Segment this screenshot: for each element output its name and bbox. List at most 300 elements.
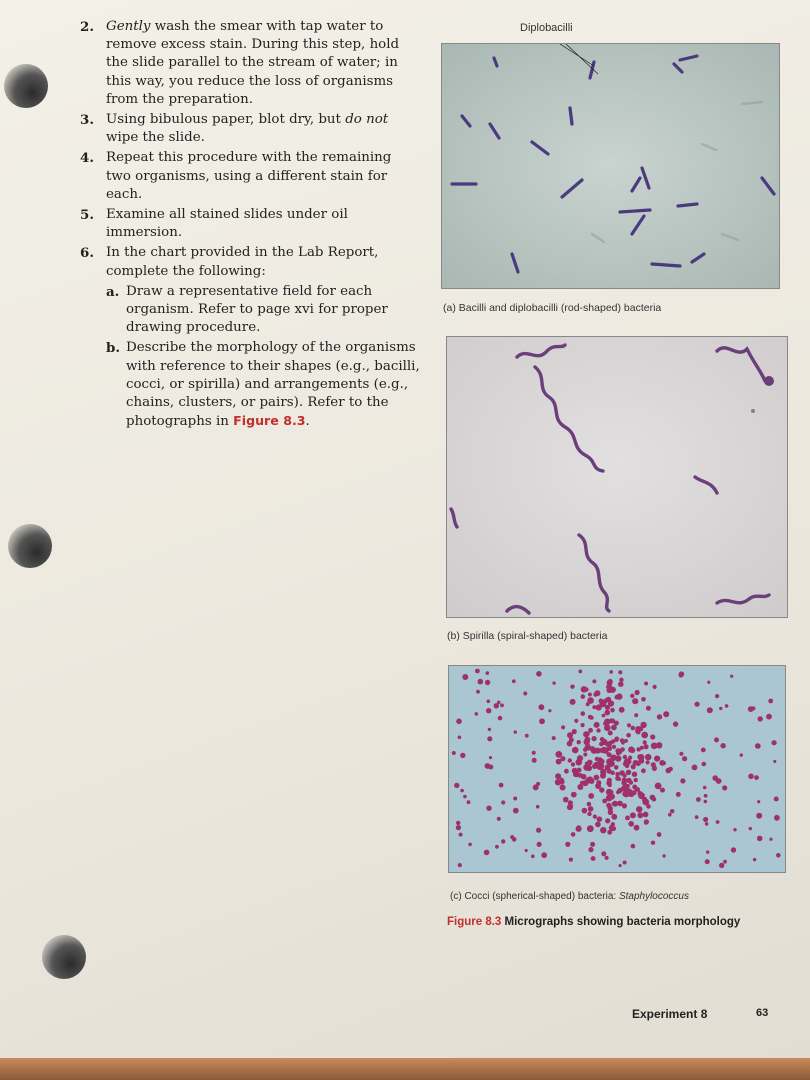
coccus-cell — [585, 762, 589, 766]
coccus-cell — [588, 847, 593, 852]
coccus-cell — [676, 792, 681, 797]
coccus-cell — [701, 748, 706, 753]
diplobacilli-label: Diplobacilli — [520, 22, 573, 34]
coccus-cell — [605, 710, 611, 716]
coccus-cell — [561, 725, 565, 729]
coccus-cell — [591, 747, 597, 753]
coccus-cell — [608, 731, 613, 736]
coccus-cell — [500, 703, 504, 707]
coccus-cell — [456, 825, 461, 830]
coccus-cell — [626, 770, 631, 775]
coccus-cell — [644, 682, 648, 686]
spirilla-image — [447, 337, 787, 617]
coccus-cell — [641, 697, 646, 702]
coccus-cell — [712, 775, 718, 781]
coccus-cell — [592, 705, 596, 709]
coccus-cell — [587, 802, 592, 807]
coccus-cell — [567, 741, 573, 747]
coccus-cell — [618, 670, 622, 674]
coccus-cell — [628, 821, 634, 827]
coccus-cell — [601, 739, 607, 745]
coccus-cell — [588, 806, 594, 812]
coccus-cell — [594, 722, 600, 728]
coccus-cell — [587, 812, 591, 816]
coccus-cell — [619, 707, 625, 713]
substep-a — [106, 283, 420, 338]
coccus-cell — [523, 692, 527, 696]
coccus-cell — [570, 699, 576, 705]
coccus-cell — [600, 773, 606, 779]
coccus-cell — [630, 694, 634, 698]
coccus-cell — [754, 775, 759, 780]
coccus-cell — [592, 679, 596, 683]
coccus-cell — [756, 813, 762, 819]
caption-a-text: (a) Bacilli and diplobacilli (rod-shaped) bacteria — [443, 302, 662, 314]
caption-c-text: (c) Cocci (spherical-shaped) bacteria: — [450, 891, 619, 902]
coccus-cell — [539, 704, 545, 710]
coccus-cell — [462, 674, 468, 680]
coccus-cell — [614, 765, 619, 770]
coccus-cell — [634, 713, 638, 717]
coccus-cell — [682, 756, 687, 761]
coccus-cell — [695, 815, 699, 819]
coccus-cell — [596, 704, 602, 710]
coccus-cell — [525, 734, 529, 738]
coccus-cell — [720, 743, 725, 748]
coccus-cell — [646, 804, 651, 809]
coccus-cell — [716, 820, 720, 824]
coccus-cell — [460, 789, 464, 793]
coccus-cell — [625, 816, 630, 821]
coccus-cell — [587, 697, 594, 704]
coccus-cell — [618, 681, 624, 687]
coccus-cell — [475, 669, 480, 674]
coccus-cell — [458, 863, 462, 867]
coccus-cell — [588, 728, 593, 733]
coccus-cell — [597, 816, 603, 822]
procedure-steps — [80, 18, 420, 433]
coccus-cell — [560, 785, 566, 791]
coccus-cell — [715, 694, 719, 698]
coccus-cell — [654, 756, 660, 762]
coccus-cell — [704, 794, 708, 798]
coccus-cell — [635, 726, 640, 731]
coccus-cell — [497, 701, 501, 705]
coccus-cell — [513, 808, 519, 814]
coccus-cell — [488, 728, 491, 731]
figure-reference-link[interactable]: Figure 8.3 — [233, 413, 306, 429]
coccus-cell — [555, 773, 561, 779]
coccus-cell — [631, 844, 636, 849]
coccus-cell — [571, 762, 575, 766]
coccus-cell — [486, 671, 490, 675]
coccus-cell — [772, 740, 777, 745]
coccus-cell — [555, 751, 562, 758]
coccus-cell — [657, 714, 662, 719]
coccus-cell — [673, 721, 678, 726]
coccus-cell — [569, 858, 573, 862]
coccus-cell — [679, 752, 683, 756]
coccus-cell — [757, 800, 760, 803]
coccus-cell — [634, 778, 638, 782]
coccus-cell — [705, 859, 710, 864]
coccus-cell — [571, 832, 576, 837]
coccus-cell — [459, 833, 463, 837]
coccus-cell — [591, 856, 596, 861]
coccus-cell — [753, 858, 756, 861]
coccus-cell — [740, 753, 743, 756]
step-number: 5. — [80, 207, 94, 224]
coccus-cell — [660, 788, 665, 793]
bacilli-image — [442, 44, 779, 288]
coccus-cell — [608, 810, 613, 815]
coccus-cell — [641, 732, 648, 739]
coccus-cell — [611, 771, 615, 775]
coccus-cell — [456, 821, 460, 825]
step-text: wipe the slide. — [106, 130, 205, 146]
coccus-cell — [615, 776, 620, 781]
coccus-cell — [719, 707, 722, 710]
coccus-cell — [592, 736, 597, 741]
desk-surface — [0, 1058, 810, 1080]
coccus-cell — [670, 809, 674, 813]
coccus-cell — [584, 687, 589, 692]
coccus-cell — [588, 715, 593, 720]
coccus-cell — [603, 698, 608, 703]
coccus-cell — [568, 758, 572, 762]
coccus-cell — [484, 850, 490, 856]
coccus-cell — [577, 784, 583, 790]
step-text: Using bibulous paper, blot dry, but — [106, 112, 346, 128]
step-2 — [80, 18, 420, 109]
coccus-cell — [643, 740, 647, 744]
coccus-cell — [722, 785, 727, 790]
coccus-cell — [702, 762, 707, 767]
coccus-cell — [452, 751, 456, 755]
coccus-cell — [609, 790, 614, 795]
substep-text: Describe the morphology of the organisms with reference to their shapes (e.g., bacilli, cocci, or spirilla) and arrangements (e.g., chains, clusters, or pairs). Refer to the photographs in — [126, 340, 420, 430]
coccus-cell — [662, 854, 665, 857]
coccus-cell — [512, 837, 517, 842]
coccus-cell — [615, 772, 620, 777]
substep-letter: b. — [106, 340, 121, 357]
coccus-cell — [695, 702, 700, 707]
coccus-cell — [774, 815, 780, 821]
substep-text: Draw a representative field for each organism. Refer to page xvi for proper drawing procedure. — [126, 283, 388, 336]
caption-c — [450, 891, 689, 902]
coccus-cell — [611, 814, 617, 820]
coccus-cell — [532, 751, 536, 755]
step-number: 4. — [80, 150, 94, 167]
coccus-cell — [564, 769, 569, 774]
coccus-cell — [609, 718, 614, 723]
coccus-cell — [632, 698, 638, 704]
coccus-cell — [641, 768, 646, 773]
micrograph-cocci — [448, 665, 786, 873]
coccus-cell — [571, 792, 577, 798]
coccus-cell — [651, 841, 655, 845]
coccus-cell — [497, 817, 501, 821]
coccus-cell — [609, 670, 613, 674]
binder-hole-top — [4, 64, 48, 108]
coccus-cell — [577, 755, 583, 761]
step-text: Repeat this procedure with the remaining two organisms, using a different stain for each. — [106, 150, 392, 202]
coccus-cell — [467, 800, 471, 804]
coccus-cell — [583, 753, 587, 757]
coccus-cell — [595, 757, 599, 761]
coccus-cell — [768, 699, 773, 704]
step-number: 3. — [80, 112, 94, 129]
coccus-cell — [499, 783, 504, 788]
footer-experiment: Experiment 8 — [632, 1007, 708, 1021]
coccus-cell — [644, 821, 648, 825]
coccus-cell — [605, 856, 609, 860]
coccus-cell — [495, 845, 499, 849]
coccus-cell — [622, 803, 627, 808]
coccus-cell — [541, 852, 547, 858]
coccus-cell — [749, 827, 752, 830]
coccus-cell — [458, 736, 462, 740]
coccus-cell — [565, 842, 570, 847]
caption-a — [443, 302, 661, 314]
coccus-cell — [766, 714, 772, 720]
coccus-cell — [525, 849, 528, 852]
coccus-cell — [536, 782, 540, 786]
coccus-cell — [570, 685, 574, 689]
step-number: 6. — [80, 245, 94, 262]
coccus-cell — [572, 747, 579, 754]
binder-hole-middle — [8, 524, 52, 568]
coccus-cell — [589, 778, 595, 784]
coccus-cell — [536, 671, 542, 677]
coccus-cell — [704, 800, 708, 804]
coccus-cell — [607, 680, 613, 686]
step-number: 2. — [80, 19, 94, 35]
step-text: wash the smear with tap water to remove excess stain. During this step, hold the slide parallel to the stream of water; in this way, you reduce the loss of organisms from the preparation. — [106, 19, 400, 107]
coccus-cell — [596, 780, 601, 785]
coccus-cell — [652, 797, 657, 802]
coccus-cell — [623, 755, 627, 759]
coccus-cell — [619, 864, 622, 867]
coccus-cell — [501, 839, 505, 843]
coccus-cell — [631, 726, 636, 731]
coccus-cell — [666, 768, 672, 774]
coccus-cell — [623, 783, 627, 787]
coccus-cell — [751, 706, 755, 710]
coccus-cell — [653, 766, 657, 770]
coccus-cell — [552, 681, 555, 684]
coccus-cell — [628, 746, 634, 752]
coccus-cell — [590, 842, 595, 847]
coccus-cell — [692, 765, 698, 771]
coccus-cell — [606, 803, 611, 808]
coccus-cell — [655, 783, 662, 790]
coccus-cell — [600, 827, 606, 833]
coccus-cell — [602, 747, 608, 753]
step-5 — [80, 206, 420, 242]
coccus-cell — [622, 792, 627, 797]
coccus-cell — [486, 806, 491, 811]
coccus-cell — [567, 732, 573, 738]
coccus-cell — [548, 709, 551, 712]
coccus-cell — [656, 743, 661, 748]
coccus-cell — [640, 722, 646, 728]
coccus-cell — [635, 787, 639, 791]
coccus-cell — [610, 755, 616, 761]
coccus-cell — [755, 743, 761, 749]
coccus-cell — [621, 741, 625, 745]
coccus-cell — [514, 730, 517, 733]
coccus-cell — [594, 775, 600, 781]
coccus-cell — [646, 760, 650, 764]
coccus-cell — [653, 685, 657, 689]
coccus-cell — [586, 744, 590, 748]
coccus-cell — [635, 760, 641, 766]
cocci-image — [449, 666, 785, 872]
step-emphasis: Gently — [106, 19, 151, 34]
coccus-cell — [622, 773, 626, 777]
coccus-cell — [603, 722, 607, 726]
caption-b-text: (b) Spirilla (spiral-shaped) bacteria — [447, 630, 608, 642]
coccus-cell — [733, 828, 736, 831]
coccus-cell — [703, 817, 708, 822]
coccus-cell — [707, 681, 710, 684]
coccus-cell — [662, 761, 666, 765]
coccus-cell — [531, 855, 535, 859]
step-text: Examine all stained slides under oil immersion. — [106, 207, 348, 241]
coccus-cell — [572, 729, 577, 734]
coccus-cell — [468, 843, 472, 847]
coccus-cell — [757, 836, 763, 842]
coccus-cell — [731, 847, 736, 852]
coccus-cell — [758, 716, 763, 721]
coccus-cell — [568, 800, 573, 805]
coccus-cell — [769, 838, 772, 841]
coccus-cell — [730, 675, 733, 678]
coccus-cell — [723, 860, 727, 864]
coccus-cell — [635, 690, 640, 695]
coccus-cell — [616, 749, 622, 755]
coccus-cell — [599, 760, 603, 764]
coccus-cell — [475, 712, 479, 716]
coccus-cell — [637, 812, 643, 818]
coccus-cell — [696, 797, 701, 802]
coccus-cell — [581, 774, 587, 780]
coccus-cell — [632, 772, 637, 777]
coccus-cell — [638, 754, 645, 761]
coccus-cell — [705, 822, 709, 826]
coccus-cell — [643, 812, 649, 818]
substep-text: . — [305, 414, 310, 430]
figure-caption — [447, 915, 747, 930]
coccus-cell — [606, 780, 611, 785]
coccus-cell — [773, 760, 776, 763]
coccus-cell — [622, 778, 627, 783]
coccus-cell — [582, 808, 588, 814]
coccus-cell — [588, 693, 592, 697]
coccus-cell — [599, 787, 604, 792]
coccus-cell — [536, 805, 540, 809]
coccus-cell — [605, 819, 609, 823]
coccus-cell — [539, 718, 545, 724]
coccus-cell — [621, 786, 627, 792]
coccus-cell — [657, 832, 662, 837]
coccus-cell — [563, 797, 569, 803]
coccus-cell — [581, 711, 586, 716]
micrograph-spirilla — [446, 336, 788, 618]
coccus-cell — [489, 756, 492, 759]
coccus-cell — [680, 778, 685, 783]
coccus-cell — [776, 853, 781, 858]
substep-letter: a. — [106, 283, 120, 300]
coccus-cell — [581, 723, 585, 727]
coccus-cell — [487, 700, 491, 704]
coccus-cell — [488, 765, 493, 770]
coccus-cell — [610, 708, 615, 713]
coccus-cell — [454, 783, 459, 788]
coccus-cell — [577, 740, 581, 744]
coccus-cell — [552, 736, 556, 740]
coccus-cell — [703, 786, 707, 790]
coccus-cell — [537, 842, 542, 847]
figure-title: Micrographs showing bacteria morphology — [504, 916, 741, 928]
coccus-cell — [607, 830, 612, 835]
coccus-cell — [487, 736, 492, 741]
coccus-cell — [592, 764, 597, 769]
coccus-cell — [636, 806, 642, 812]
step-emphasis: do not — [345, 112, 389, 128]
coccus-cell — [577, 825, 581, 829]
coccus-cell — [719, 863, 724, 868]
coccus-cell — [498, 716, 503, 721]
coccus-cell — [595, 822, 601, 828]
coccus-cell — [588, 793, 594, 799]
coccus-cell — [463, 795, 467, 799]
step-4 — [80, 149, 420, 204]
coccus-cell — [646, 706, 651, 711]
coccus-cell — [476, 690, 480, 694]
coccus-cell — [501, 800, 505, 804]
coccus-cell — [587, 825, 594, 832]
coccus-cell — [610, 688, 615, 693]
substep-b — [106, 339, 420, 431]
coccus-cell — [581, 694, 586, 699]
step-text: In the chart provided in the Lab Report, complete the following: — [106, 245, 379, 279]
coccus-cell — [707, 707, 713, 713]
coccus-cell — [594, 690, 600, 696]
coccus-cell — [644, 744, 649, 749]
coccus-cell — [513, 797, 517, 801]
step-3 — [80, 111, 420, 147]
coccus-cell — [650, 734, 655, 739]
coccus-cell — [456, 719, 462, 725]
coccus-cell — [532, 758, 537, 763]
coccus-cell — [478, 679, 484, 685]
coccus-cell — [606, 795, 613, 802]
coccus-cell — [630, 812, 636, 818]
coccus-cell — [512, 679, 516, 683]
coccus-cell — [647, 755, 651, 759]
coccus-cell — [602, 714, 606, 718]
coccus-cell — [580, 781, 584, 785]
figure-number: Figure 8.3 — [447, 916, 502, 928]
coccus-cell — [612, 802, 616, 806]
coccus-cell — [578, 670, 582, 674]
coccus-cell — [725, 704, 729, 708]
coccus-cell — [627, 723, 631, 727]
coccus-cell — [748, 774, 754, 780]
caption-c-organism: Staphylococcus — [618, 891, 689, 902]
